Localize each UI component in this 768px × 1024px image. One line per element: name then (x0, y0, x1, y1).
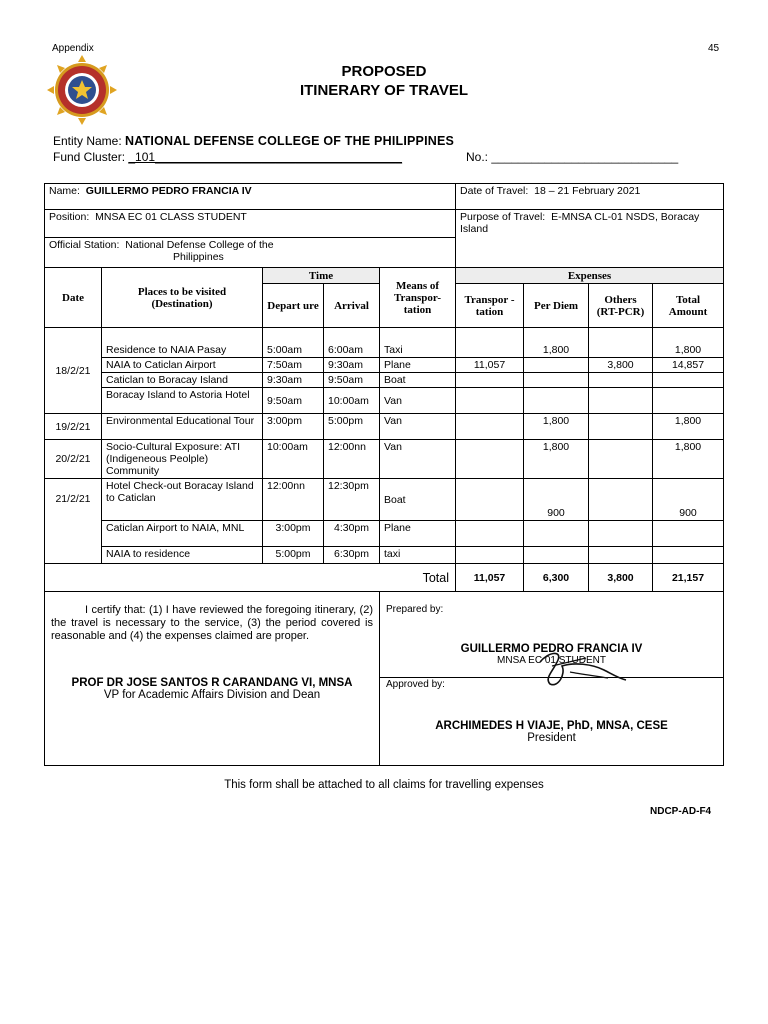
row-place: NAIA to Caticlan Airport (102, 358, 263, 373)
total-amount: 21,157 (653, 564, 724, 592)
row-per-diem: 900 (524, 479, 589, 521)
fund-cluster-value: _101_____________________________________ (128, 150, 403, 164)
row-others (589, 388, 653, 414)
name-row (45, 184, 724, 210)
row-means: Plane (380, 521, 456, 547)
certifier-title: VP for Academic Affairs Division and Dean (103, 689, 321, 701)
prepared-by-label: Prepared by: (386, 604, 444, 615)
row-total: 1,800 (653, 414, 724, 440)
row-departure: 5:00pm (263, 547, 324, 564)
table-row (45, 521, 724, 547)
position-label: Position: (49, 211, 90, 223)
purpose-value: E-MNSA CL-01 NSDS, Boracay Island (460, 211, 700, 235)
approved-by-label: Approved by: (386, 679, 445, 690)
row-arrival: 9:30am (324, 358, 380, 373)
position-cell (45, 210, 456, 238)
row-total (653, 388, 724, 414)
row-per-diem: 1,800 (524, 414, 589, 440)
name-label: Name: (49, 185, 80, 197)
header-row-1 (45, 268, 724, 284)
row-departure: 12:00nn (263, 479, 324, 521)
entity-name-line (53, 134, 454, 148)
row-transportation (456, 373, 524, 388)
row-means: Taxi (380, 328, 456, 358)
table-row (45, 358, 724, 373)
row-per-diem: 1,800 (524, 328, 589, 358)
preparer-name: GUILLERMO PEDRO FRANCIA IV (460, 643, 643, 655)
date-of-travel-label: Date of Travel: (460, 185, 529, 197)
row-departure: 10:00am (263, 440, 324, 479)
row-place: Caticlan to Boracay Island (102, 373, 263, 388)
name-value: GUILLERMO PEDRO FRANCIA IV (85, 185, 252, 197)
table-row (45, 440, 724, 479)
number-label: No.: (466, 150, 489, 164)
row-others (589, 521, 653, 547)
table-row (45, 328, 724, 358)
row-date: 19/2/21 (45, 414, 102, 440)
row-arrival: 12:00nn (324, 440, 380, 479)
row-date: 21/2/21 (45, 479, 102, 564)
row-means: Plane (380, 358, 456, 373)
row-per-diem: 1,800 (524, 440, 589, 479)
preparer-title: MNSA EC 01 STUDENT (497, 655, 606, 666)
col-total-amount-header: Total Amount (653, 284, 724, 328)
total-transportation: 11,057 (456, 564, 524, 592)
row-place: Boracay Island to Astoria Hotel (102, 388, 263, 414)
table-row (45, 479, 724, 521)
row-means: taxi (380, 547, 456, 564)
row-place: Hotel Check-out Boracay Island to Caticlan (102, 479, 263, 521)
row-arrival: 9:50am (324, 373, 380, 388)
official-station-label: Official Station: (49, 239, 120, 251)
row-place: NAIA to residence (102, 547, 263, 564)
row-transportation: 11,057 (456, 358, 524, 373)
col-places-header: Places to be visited (Destination) (102, 268, 263, 328)
row-means: Van (380, 440, 456, 479)
total-label: Total (45, 564, 456, 592)
certification-text: I certify that: (1) I have reviewed the foregoing itinerary, (2) the travel is necessary to the service, (3) the period covered is reasonable and (4) the expenses claimed are proper. (51, 604, 373, 642)
row-others (589, 440, 653, 479)
table-row (45, 373, 724, 388)
row-transportation (456, 521, 524, 547)
row-means: Van (380, 414, 456, 440)
row-others (589, 373, 653, 388)
row-total: 1,800 (653, 328, 724, 358)
col-transportation-header: Transpor -tation (456, 284, 524, 328)
approver-title: President (527, 732, 576, 744)
totals-row (45, 564, 724, 592)
date-of-travel-cell (456, 184, 724, 210)
row-departure: 5:00am (263, 328, 324, 358)
row-departure: 9:30am (263, 373, 324, 388)
col-means-header: Means of Transpor- tation (380, 268, 456, 328)
approver-name: ARCHIMEDES H VIAJE, PhD, MNSA, CESE (435, 720, 668, 732)
row-others (589, 479, 653, 521)
footer-note: This form shall be attached to all claims for travelling expenses (224, 779, 544, 791)
row-per-diem (524, 547, 589, 564)
appendix-label: Appendix (52, 43, 94, 54)
row-arrival: 6:30pm (324, 547, 380, 564)
row-date: 18/2/21 (45, 328, 102, 414)
row-departure: 3:00pm (263, 414, 324, 440)
form-code: NDCP-AD-F4 (650, 806, 712, 817)
number-value: ____________________________ (491, 150, 679, 164)
table-row (45, 388, 724, 414)
row-total (653, 373, 724, 388)
row-total (653, 521, 724, 547)
total-others: 3,800 (589, 564, 653, 592)
date-of-travel-value: 18 – 21 February 2021 (534, 185, 641, 197)
position-row (45, 210, 724, 238)
fund-cluster-label: Fund Cluster: (53, 150, 126, 164)
row-total (653, 547, 724, 564)
certification-cell (45, 592, 380, 766)
row-total: 1,800 (653, 440, 724, 479)
row-per-diem (524, 521, 589, 547)
row-others: 3,800 (589, 358, 653, 373)
row-means: Van (380, 388, 456, 414)
row-per-diem (524, 388, 589, 414)
row-place: Caticlan Airport to NAIA, MNL (102, 521, 263, 547)
row-others (589, 414, 653, 440)
certifier-name: PROF DR JOSE SANTOS R CARANDANG VI, MNSA (71, 677, 353, 689)
row-transportation (456, 440, 524, 479)
official-station-value: National Defense College of the (125, 239, 274, 251)
entity-name-label: Entity Name: (53, 134, 122, 148)
row-transportation (456, 388, 524, 414)
table-row (45, 414, 724, 440)
row-arrival: 12:30pm (324, 479, 380, 521)
row-departure: 3:00pm (263, 521, 324, 547)
row-date: 20/2/21 (45, 440, 102, 479)
page-number: 45 (708, 43, 720, 54)
row-per-diem (524, 358, 589, 373)
row-transportation (456, 414, 524, 440)
position-value: MNSA EC 01 CLASS STUDENT (95, 211, 247, 223)
row-total: 900 (653, 479, 724, 521)
row-transportation (456, 328, 524, 358)
row-arrival: 10:00am (324, 388, 380, 414)
row-arrival: 4:30pm (324, 521, 380, 547)
row-place: Socio-Cultural Exposure: ATI (Indigeneous Peolple) Community (102, 440, 263, 479)
row-per-diem (524, 373, 589, 388)
purpose-label: Purpose of Travel: (460, 211, 546, 223)
official-station-value-cont: Philippines (173, 251, 224, 263)
col-per-diem-header: Per Diem (524, 284, 589, 328)
row-others (589, 328, 653, 358)
col-others-header: Others (RT-PCR) (589, 284, 653, 328)
col-time-header: Time (263, 268, 380, 284)
row-transportation (456, 547, 524, 564)
form-title-line1: PROPOSED (341, 63, 427, 80)
row-place: Environmental Educational Tour (102, 414, 263, 440)
row-transportation (456, 479, 524, 521)
official-station-cell (45, 238, 456, 268)
row-arrival: 5:00pm (324, 414, 380, 440)
row-departure: 9:50am (263, 388, 324, 414)
name-cell (45, 184, 456, 210)
purpose-cell (456, 210, 724, 268)
row-means: Boat (380, 479, 456, 521)
table-row (45, 547, 724, 564)
row-arrival: 6:00am (324, 328, 380, 358)
entity-name-value: NATIONAL DEFENSE COLLEGE OF THE PHILIPPINES (125, 134, 455, 148)
total-per-diem: 6,300 (524, 564, 589, 592)
col-expenses-header: Expenses (456, 268, 724, 284)
row-others (589, 547, 653, 564)
row-means: Boat (380, 373, 456, 388)
number-line (466, 150, 678, 164)
handwritten-signature (500, 644, 635, 692)
row-departure: 7:50am (263, 358, 324, 373)
col-departure-header: Depart ure (263, 284, 324, 328)
fund-cluster-line (53, 150, 402, 164)
row-total: 14,857 (653, 358, 724, 373)
col-arrival-header: Arrival (324, 284, 380, 328)
form-title-line2: ITINERARY OF TRAVEL (299, 82, 469, 99)
row-place: Residence to NAIA Pasay (102, 328, 263, 358)
col-date-header: Date (45, 268, 102, 328)
